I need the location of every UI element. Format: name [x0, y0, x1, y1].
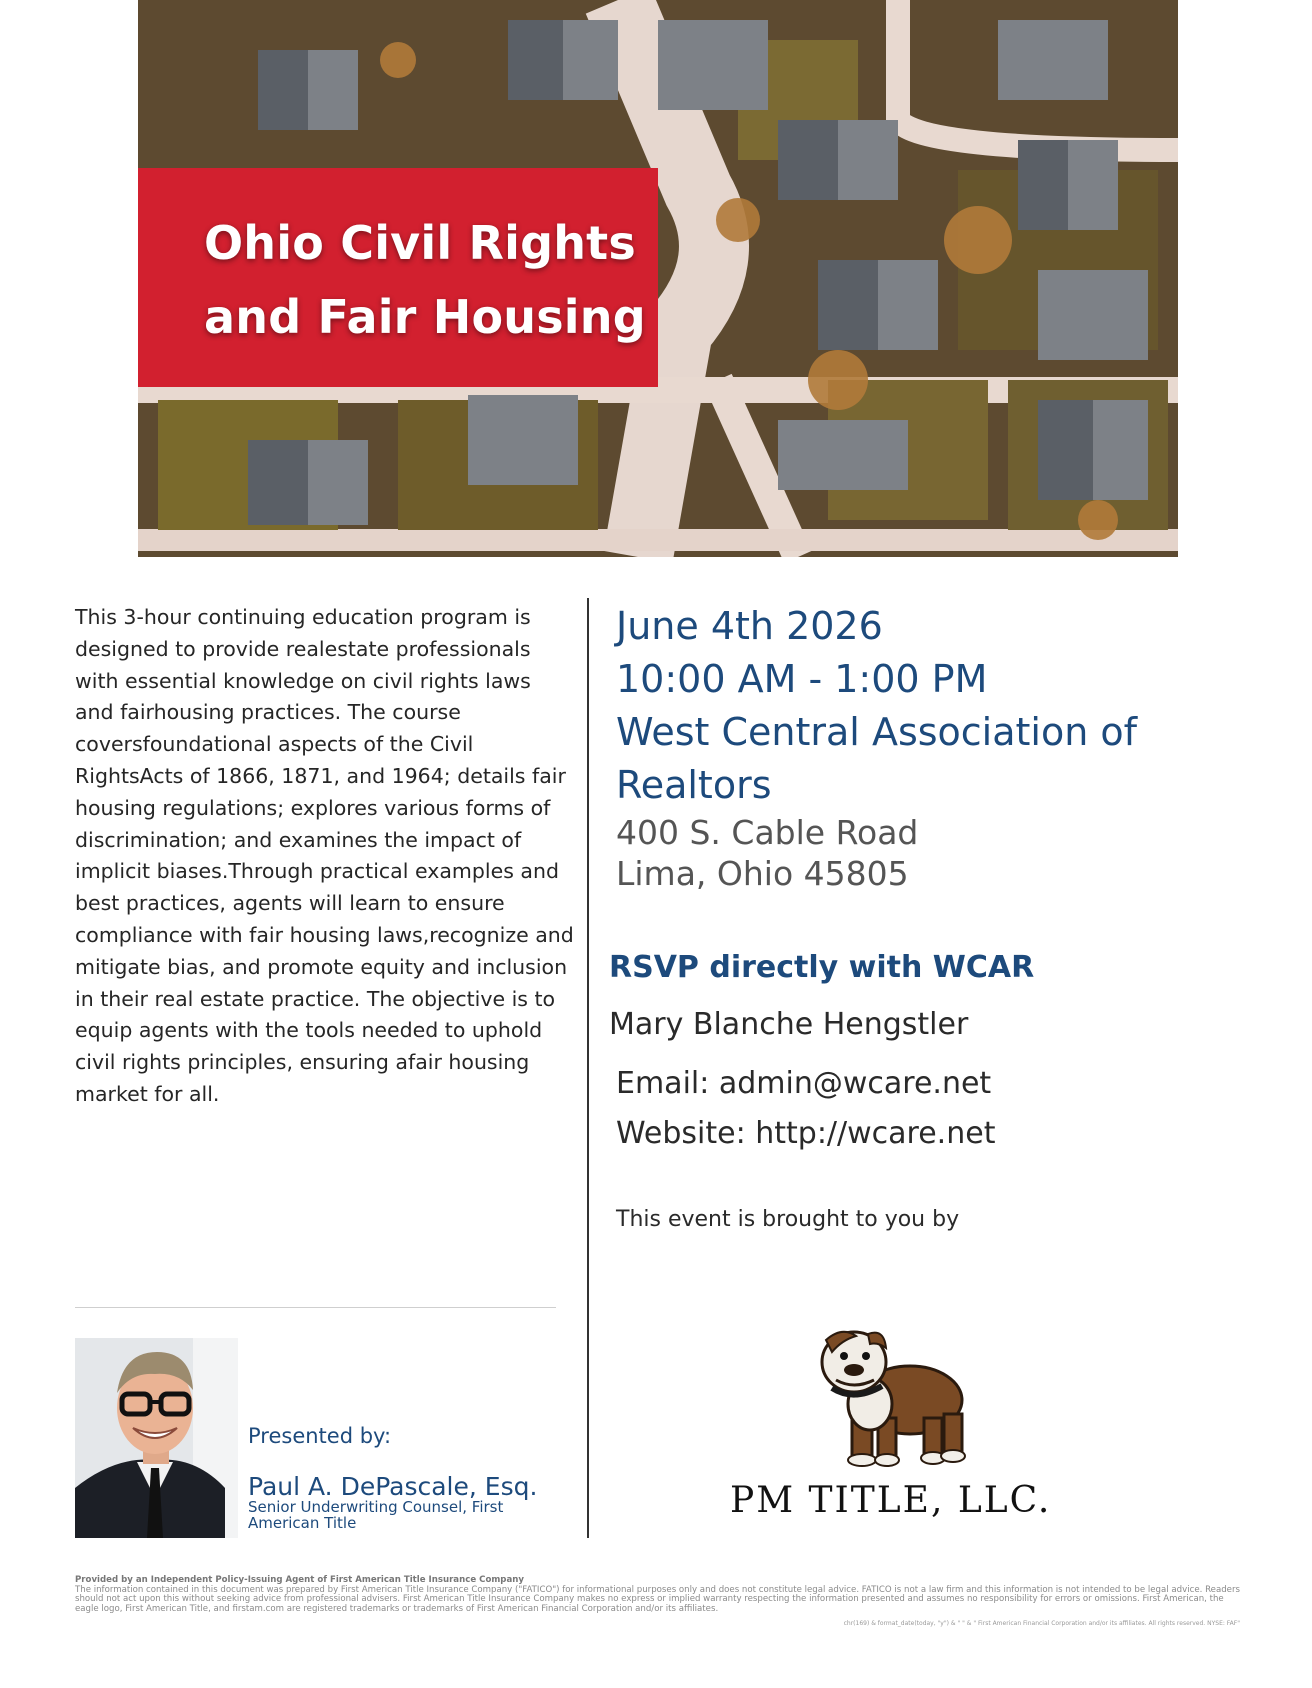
sponsor-intro: This event is brought to you by [616, 1207, 960, 1232]
page-title-line1: Ohio Civil Rights [204, 216, 636, 270]
horizontal-divider [75, 1307, 556, 1308]
page-title-line2: and Fair Housing [204, 290, 646, 344]
event-date: June 4th 2026 [616, 604, 883, 648]
presenter-role: Senior Underwriting Counsel, First American Title [248, 1498, 504, 1532]
footer-copyright-code: chr(169) & format_date(today, "y") & " " & " First American Financial Corporation and/or its affiliates. All rights reserved. NYSE: FAF" [843, 1620, 1240, 1627]
rsvp-heading: RSVP directly with WCAR [609, 950, 1035, 985]
event-venue-line1: West Central Association of [616, 710, 1138, 754]
footer-heading: Provided by an Independent Policy-Issuing Agent of First American Title Insurance Company [75, 1575, 524, 1585]
contact-name: Mary Blanche Hengstler [609, 1007, 969, 1042]
sponsor-company-name: PM TITLE, LLC. [730, 1480, 1052, 1521]
event-address-line1: 400 S. Cable Road [616, 813, 919, 852]
footer-disclaimer [75, 1576, 1240, 1614]
footer-disclaimer-text: The information contained in this document was prepared by First American Title Insurance Company ("FATICO") for informational purposes only and does not constitute legal advice. FATICO is not a law firm and this information is not intended to be legal advice. Readers should not act upon this without seeking advice from professional advisers. First American Title Insurance Company makes no express or implied warranty respecting the information presented and assumes no responsibility for errors or omissions. First American, the eagle logo, First American Title, and firstam.com are registered trademarks or trademarks of First American Financial Corporation and/or its affiliates. [75, 1584, 1240, 1614]
contact-website: Website: http://wcare.net [616, 1116, 996, 1151]
contact-email: Email: admin@wcare.net [616, 1066, 992, 1101]
presented-by-label: Presented by: [248, 1424, 392, 1448]
event-time: 10:00 AM - 1:00 PM [616, 657, 988, 701]
course-description: This 3-hour continuing education program is designed to provide realestate professionals with essential knowledge on civil rights laws and fairhousing practices. The course coversfoundational aspects of the Civil RightsActs of 1866, 1871, and 1964; details fair housing regulations; explores various forms of discrimination; and examines the impact of implicit biases.Through practical examples and best practices, agents will learn to ensure compliance with fair housing laws,recognize and mitigate bias, and promote equity and inclusion in their real estate practice. The objective is to equip agents with the tools needed to uphold civil rights principles, ensuring afair housing market for all. [75, 605, 574, 1106]
event-details [616, 600, 1137, 894]
bulldog-logo-icon [812, 1322, 972, 1474]
vertical-divider [587, 598, 589, 1538]
event-venue-line2: Realtors [616, 763, 772, 807]
presenter-photo [75, 1338, 238, 1538]
title-banner [138, 168, 658, 387]
presenter-name: Paul A. DePascale, Esq. [248, 1472, 538, 1501]
event-address-line2: Lima, Ohio 45805 [616, 854, 909, 893]
